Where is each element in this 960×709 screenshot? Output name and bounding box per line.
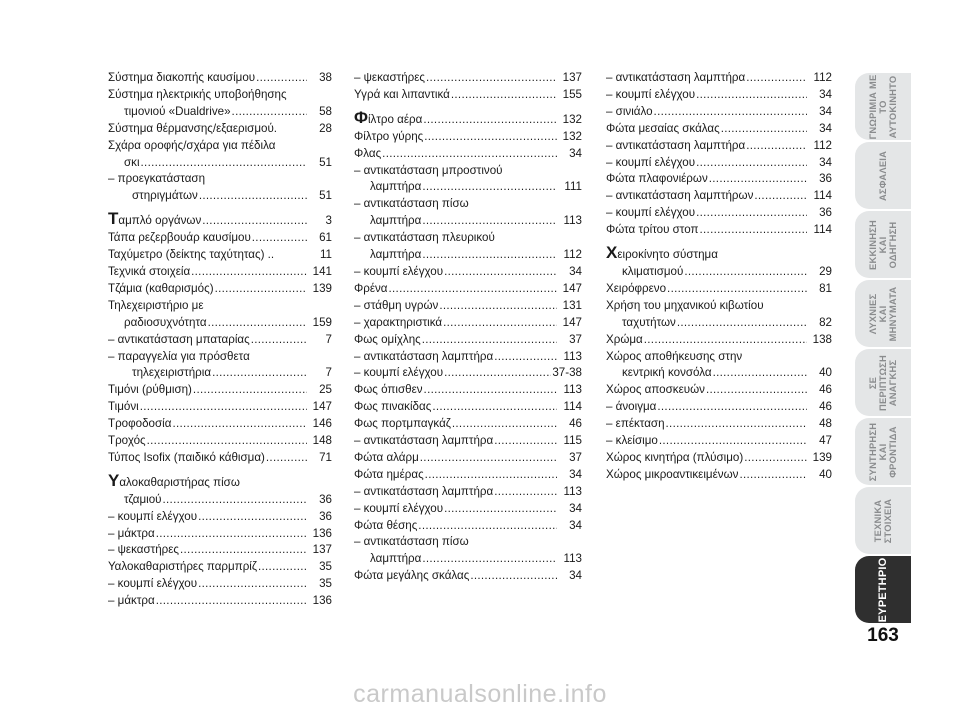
index-entry: Τύπος Isofix (παιδικό κάθισμα) ..... 71 bbox=[108, 450, 332, 467]
watermark: carmanualsonline.info bbox=[353, 680, 607, 708]
index-entry: Σύστημα θέρμανσης/εξαερισμού. 28 bbox=[108, 121, 332, 135]
index-entry: – αντικατάσταση λαμπτήρα ..... 112 bbox=[606, 70, 832, 87]
index-entry: – αντικατάσταση πίσω bbox=[354, 197, 469, 211]
index-entry: σκι ..... 51 bbox=[108, 155, 332, 172]
index-entry: – κουμπί ελέγχου ..... 34 bbox=[606, 87, 832, 104]
tab-label: ΤΕΧΝΙΚΑ ΣΤΟΙΧΕΙΑ bbox=[872, 498, 893, 543]
index-entry: Φώτα ημέρας ..... 34 bbox=[354, 467, 582, 484]
index-entry: – αντικατάσταση λαμπτήρα ..... 115 bbox=[354, 433, 582, 450]
index-entry: Τροχός ..... 148 bbox=[108, 433, 332, 450]
index-entry: κλιματισμού ..... 29 bbox=[606, 264, 832, 281]
index-column-1 bbox=[108, 70, 332, 610]
index-entry: Φώτα αλάρμ ..... 37 bbox=[354, 450, 582, 467]
index-entry: Φώτα μεσαίας σκάλας ..... 34 bbox=[606, 121, 832, 138]
index-entry: Χρώμα ..... 138 bbox=[606, 332, 832, 349]
index-entry: Φως ομίχλης ..... 37 bbox=[354, 332, 582, 349]
index-entry: – κουμπί ελέγχου ..... 34 bbox=[354, 264, 582, 281]
tab-technical-data[interactable] bbox=[855, 487, 911, 554]
index-entry: τιμονιού «Dualdrive» ..... 58 bbox=[108, 104, 332, 121]
section-letter: Τ bbox=[108, 209, 119, 229]
tab-label: ΕΚΚΙΝΗΣΗ ΚΑΙ ΟΔΗΓΗΣΗ bbox=[867, 219, 898, 270]
index-entry: – αντικατάσταση μπροστινού bbox=[354, 163, 503, 177]
index-entry: Φρένα ..... 147 bbox=[354, 281, 582, 298]
index-entry: – μάκτρα ..... 136 bbox=[108, 526, 332, 543]
tab-label: ΣΥΝΤΗΡΗΣΗ ΚΑΙ ΦΡΟΝΤΙΔΑ bbox=[867, 422, 898, 481]
index-entry: Τάπα ρεζερβουάρ καυσίμου ..... 61 bbox=[108, 230, 332, 247]
index-entry: Φλας ..... 34 bbox=[354, 146, 582, 163]
index-entry: Ταχύμετρο (δείκτης ταχύτητας) .. 11 bbox=[108, 248, 332, 262]
tab-label: ΛΥΧΝΙΕΣ ΚΑΙ ΜΗΝΥΜΑΤΑ bbox=[867, 286, 898, 341]
index-entry: – στάθμη υγρών ..... 131 bbox=[354, 298, 582, 315]
index-entry: Φώτα μεγάλης σκάλας ..... 34 bbox=[354, 568, 582, 585]
index-entry: Τροφοδοσία ..... 146 bbox=[108, 416, 332, 433]
index-entry: – μάκτρα ..... 136 bbox=[108, 593, 332, 610]
section-letter: Φ bbox=[354, 107, 368, 127]
index-column-2 bbox=[354, 70, 582, 585]
index-entry: – αντικατάσταση λαμπτήρα ..... 113 bbox=[354, 484, 582, 501]
index-column-3 bbox=[606, 70, 832, 484]
index-entry: Τεχνικά στοιχεία ..... 141 bbox=[108, 264, 332, 281]
index-entry: Τηλεχειριστήριο με bbox=[108, 298, 204, 312]
index-entry: – άνοιγμα ..... 46 bbox=[606, 399, 832, 416]
tab-emergency[interactable] bbox=[855, 349, 911, 416]
index-entry: Χώρος αποθήκευσης στην bbox=[606, 349, 743, 363]
index-entry: Φίλτρο γύρης ..... 132 bbox=[354, 129, 582, 146]
tab-maintenance[interactable] bbox=[855, 418, 911, 485]
index-entry: – κουμπί ελέγχου ..... 34 bbox=[606, 155, 832, 172]
index-entry: στηριγμάτων ..... 51 bbox=[108, 188, 332, 205]
index-entry: – χαρακτηριστικά ..... 147 bbox=[354, 315, 582, 332]
index-entry: – κουμπί ελέγχου ..... 35 bbox=[108, 576, 332, 593]
index-entry: Τιμόνι (ρύθμιση) ..... 25 bbox=[108, 382, 332, 399]
index-entry: λαμπτήρα ..... 113 bbox=[354, 213, 582, 230]
index-entry: – παραγγελία για πρόσθετα bbox=[108, 349, 250, 363]
index-entry: – αντικατάσταση λαμπτήρα ..... 112 bbox=[606, 138, 832, 155]
index-entry: Υαλοκαθαριστήρας πίσω bbox=[108, 470, 240, 490]
index-entry: λαμπτήρα ..... 112 bbox=[354, 247, 582, 264]
section-letter: Υ bbox=[108, 470, 120, 490]
index-entry: Τζάμια (καθαρισμός) ..... 139 bbox=[108, 281, 332, 298]
index-entry: τζαμιού ..... 36 bbox=[108, 492, 332, 509]
index-entry: ραδιοσυχνότητα ..... 159 bbox=[108, 315, 332, 332]
index-entry: Χώρος κινητήρα (πλύσιμο) ..... 139 bbox=[606, 450, 832, 467]
index-entry: Χώρος μικροαντικειμένων ..... 40 bbox=[606, 467, 832, 484]
index-entry: κεντρική κονσόλα ..... 40 bbox=[606, 365, 832, 382]
section-letter: Χ bbox=[606, 243, 618, 263]
index-entry: ταχυτήτων ..... 82 bbox=[606, 315, 832, 332]
index-entry: Σύστημα ηλεκτρικής υποβοήθησης bbox=[108, 87, 287, 101]
tab-index[interactable] bbox=[855, 556, 911, 623]
tab-warning-lights[interactable] bbox=[855, 280, 911, 347]
index-entry: – αντικατάσταση μπαταρίας ..... 7 bbox=[108, 332, 332, 349]
index-entry: Σχάρα οροφής/σχάρα για πέδιλα bbox=[108, 138, 276, 152]
index-entry: Φως όπισθεν ..... 113 bbox=[354, 382, 582, 399]
index-entry: Φώτα θέσης ..... 34 bbox=[354, 518, 582, 535]
tab-label: ΑΣΦΑΛΕΙΑ bbox=[877, 150, 888, 201]
index-entry: λαμπτήρα ..... 113 bbox=[354, 551, 582, 568]
index-entry: Χειροκίνητο σύστημα bbox=[606, 243, 718, 263]
index-entry: Φως πινακίδας ..... 114 bbox=[354, 399, 582, 416]
tab-label: ΕΥΡΕΤΗΡΙΟ bbox=[877, 557, 889, 622]
index-entry: – κουμπί ελέγχου ..... 36 bbox=[606, 205, 832, 222]
index-entry: – επέκταση ..... 48 bbox=[606, 416, 832, 433]
index-entry: – προεγκατάσταση bbox=[108, 172, 206, 186]
index-entry: Υγρά και λιπαντικά ..... 155 bbox=[354, 87, 582, 104]
index-entry: Τιμόνι ..... 147 bbox=[108, 399, 332, 416]
index-entry: Χώρος αποσκευών ..... 46 bbox=[606, 382, 832, 399]
tab-label: ΓΝΩΡΙΜΙΑ ΜΕ ΤΟ ΑΥΤΟΚΙΝΗΤΟ bbox=[867, 74, 898, 139]
index-entry: λαμπτήρα ..... 111 bbox=[354, 179, 582, 196]
index-entry: – ψεκαστήρες ..... 137 bbox=[108, 542, 332, 559]
tab-getting-to-know[interactable] bbox=[855, 73, 911, 140]
index-entry: τηλεχειριστήρια ..... 7 bbox=[108, 365, 332, 382]
index-entry: – αντικατάσταση πίσω bbox=[354, 535, 469, 549]
tab-label: ΣΕ ΠΕΡΙΠΤΩΣΗ ΑΝΑΓΚΗΣ bbox=[867, 354, 898, 411]
tab-starting-driving[interactable] bbox=[855, 211, 911, 278]
index-entry: Φώτα πλαφονιέρων ..... 36 bbox=[606, 171, 832, 188]
index-entry: Σύστημα διακοπής καυσίμου ..... 38 bbox=[108, 70, 332, 87]
index-entry: Χρήση του μηχανικού κιβωτίου bbox=[606, 298, 764, 312]
page-number: 163 bbox=[867, 625, 899, 646]
tab-safety[interactable] bbox=[855, 142, 911, 209]
index-entry: – σινιάλο ..... 34 bbox=[606, 104, 832, 121]
index-entry: – αντικατάσταση λαμπτήρων ..... 114 bbox=[606, 188, 832, 205]
index-entry: Φώτα τρίτου στοπ ..... 114 bbox=[606, 222, 832, 239]
index-entry: – κλείσιμο ..... 47 bbox=[606, 433, 832, 450]
index-entry: Υαλοκαθαριστήρες παρμπρίζ ..... 35 bbox=[108, 559, 332, 576]
index-entry: – κουμπί ελέγχου ..... 37-38 bbox=[354, 365, 582, 382]
index-entry: Φως πορτμπαγκάζ ..... 46 bbox=[354, 416, 582, 433]
index-entry: – κουμπί ελέγχου ..... 34 bbox=[354, 501, 582, 518]
index-entry: – αντικατάσταση λαμπτήρα ..... 113 bbox=[354, 349, 582, 366]
index-entry: – κουμπί ελέγχου ..... 36 bbox=[108, 509, 332, 526]
index-entry: Φίλτρο αέρα ..... 132 bbox=[354, 112, 582, 129]
index-entry: Ταμπλό οργάνων ..... 3 bbox=[108, 213, 332, 230]
index-entry: Χειρόφρενο ..... 81 bbox=[606, 281, 832, 298]
index-entry: – αντικατάσταση πλευρικού bbox=[354, 231, 495, 245]
index-entry: – ψεκαστήρες ..... 137 bbox=[354, 70, 582, 87]
